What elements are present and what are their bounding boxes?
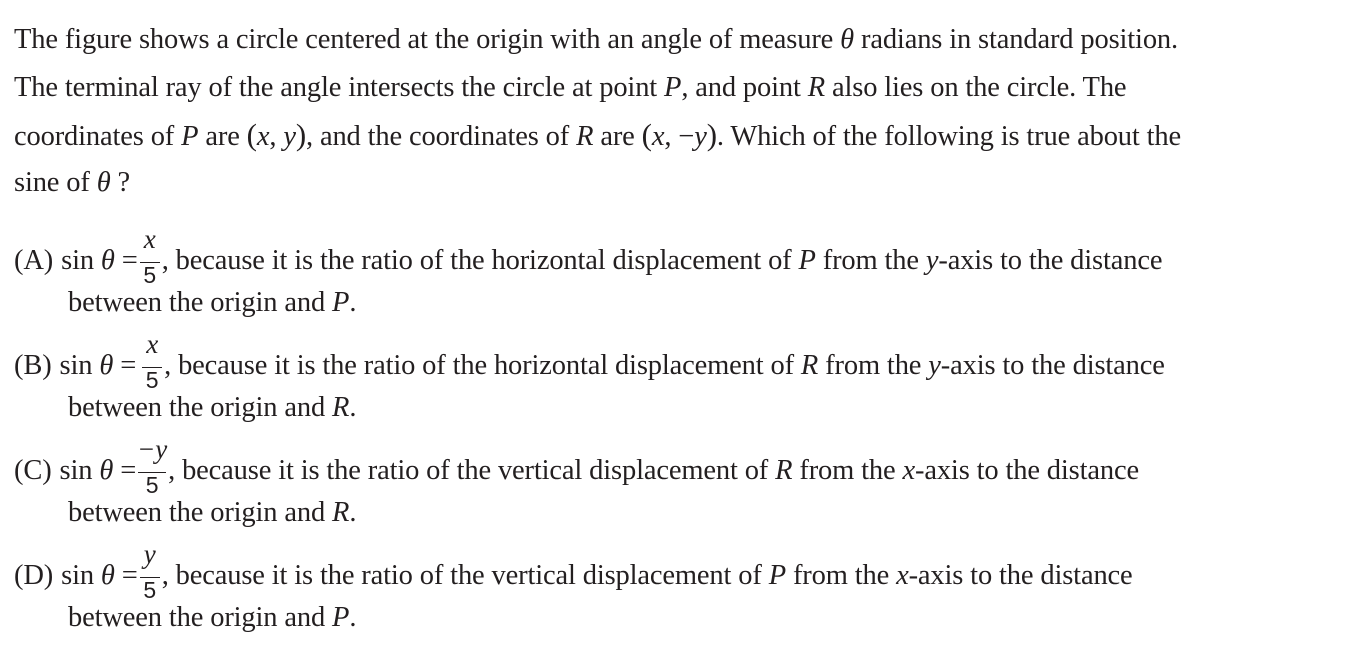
stem-text: also lies on the circle. The: [825, 71, 1127, 103]
period: .: [349, 602, 357, 633]
stem-line-2: [14, 64, 1344, 112]
sin-function: sin: [61, 245, 94, 276]
point-label: R: [332, 392, 350, 423]
stem-line-1: [14, 16, 1344, 64]
point-label: R: [800, 350, 819, 381]
choice-text: from the: [785, 560, 897, 591]
fraction-numerator: y: [143, 539, 156, 569]
separator: , −: [664, 121, 695, 152]
axis-variable: x: [902, 455, 915, 486]
fraction-denominator: 5: [145, 472, 159, 498]
equals-sign: =: [121, 245, 138, 276]
paren: (: [641, 117, 652, 152]
choice-label: (C): [14, 455, 52, 486]
choice-text: from the: [818, 350, 929, 381]
equals-sign: =: [121, 560, 138, 591]
period: .: [349, 392, 357, 423]
choice-text: , because it is the ratio of the horizontal displacement of: [161, 245, 799, 276]
sin-function: sin: [61, 560, 94, 591]
theta-symbol: θ: [96, 166, 111, 198]
axis-variable: x: [896, 560, 909, 591]
stem-text: . Which of the following is true about the: [716, 121, 1182, 152]
sin-function: sin: [59, 455, 93, 486]
fraction-denominator: 5: [145, 367, 159, 393]
choice-text: , because it is the ratio of the vertical displacement of: [161, 560, 769, 591]
choice-label: (A): [14, 245, 54, 276]
stem-line-3: [14, 111, 1344, 159]
stem-text: The terminal ray of the angle intersects the circle at point: [14, 71, 665, 103]
fraction: [137, 434, 168, 498]
theta-symbol: θ: [99, 350, 114, 381]
choice-label: (D): [14, 560, 54, 591]
choice-a-line-1: [14, 224, 1163, 288]
point-label: R: [332, 497, 350, 528]
stem-text: coordinates of: [14, 121, 182, 152]
point-r: R: [807, 71, 826, 103]
choice-text: between the origin and: [68, 602, 333, 633]
paren: ): [706, 117, 717, 152]
theta-symbol: θ: [100, 245, 115, 276]
fraction: [139, 539, 161, 603]
fraction-numerator: −y: [137, 434, 168, 464]
point-label: P: [332, 602, 350, 633]
choice-text: -axis to the distance: [908, 560, 1133, 591]
fraction-numerator: x: [146, 329, 159, 359]
fraction: [139, 224, 161, 288]
separator: ,: [269, 121, 284, 152]
fraction-denominator: 5: [143, 577, 157, 603]
stem-text: are: [593, 121, 642, 152]
fraction: [141, 329, 163, 393]
period: .: [349, 287, 357, 318]
var-x: x: [256, 121, 270, 152]
choice-d-line-1: [14, 539, 1133, 603]
point-label: P: [332, 287, 350, 318]
choice-text: between the origin and: [68, 392, 333, 423]
paren: ): [295, 117, 306, 152]
choice-text: between the origin and: [68, 287, 333, 318]
choice-text: from the: [792, 455, 903, 486]
fraction-numerator: x: [143, 224, 156, 254]
question-stem: [14, 16, 1344, 206]
stem-text: , and point: [681, 71, 808, 103]
stem-text: are: [198, 121, 247, 152]
equals-sign: =: [120, 455, 137, 486]
stem-text: , and the coordinates of: [306, 121, 577, 152]
theta-symbol: θ: [99, 455, 114, 486]
sin-function: sin: [59, 350, 93, 381]
stem-text: The figure shows a circle centered at the origin with an angle of measure: [14, 24, 841, 55]
var-y: y: [283, 121, 296, 152]
point-p: P: [664, 71, 682, 103]
choice-text: -axis to the distance: [938, 245, 1163, 276]
theta-symbol: θ: [840, 24, 855, 55]
choice-label: (B): [14, 350, 52, 381]
axis-variable: y: [925, 245, 939, 276]
choice-b-line-1: [14, 329, 1165, 393]
var-x: x: [651, 121, 665, 152]
point-r: R: [576, 121, 594, 152]
point-p: P: [181, 121, 199, 152]
choice-b-line-2: [68, 388, 356, 428]
choice-text: between the origin and: [68, 497, 333, 528]
stem-text: radians in standard position.: [854, 24, 1179, 55]
fraction-denominator: 5: [143, 262, 157, 288]
stem-text: sine of: [14, 166, 97, 198]
stem-text: ?: [110, 166, 131, 198]
choice-text: , because it is the ratio of the horizontal displacement of: [164, 350, 801, 381]
var-y: y: [694, 121, 707, 152]
point-label: P: [798, 245, 816, 276]
period: .: [349, 497, 357, 528]
equals-sign: =: [120, 350, 137, 381]
theta-symbol: θ: [100, 560, 115, 591]
stem-line-4: [14, 159, 1344, 207]
axis-variable: y: [928, 350, 941, 381]
choice-a-line-2: [68, 283, 356, 323]
point-label: R: [775, 455, 793, 486]
choice-text: from the: [815, 245, 926, 276]
choice-c-line-2: [68, 493, 356, 533]
choice-text: -axis to the distance: [914, 455, 1139, 486]
choice-c-line-1: [14, 434, 1139, 498]
choice-text: -axis to the distance: [940, 350, 1165, 381]
choice-d-line-2: [68, 598, 356, 638]
paren: (: [246, 117, 257, 152]
point-label: P: [768, 560, 786, 591]
choice-text: , because it is the ratio of the vertical displacement of: [168, 455, 776, 486]
